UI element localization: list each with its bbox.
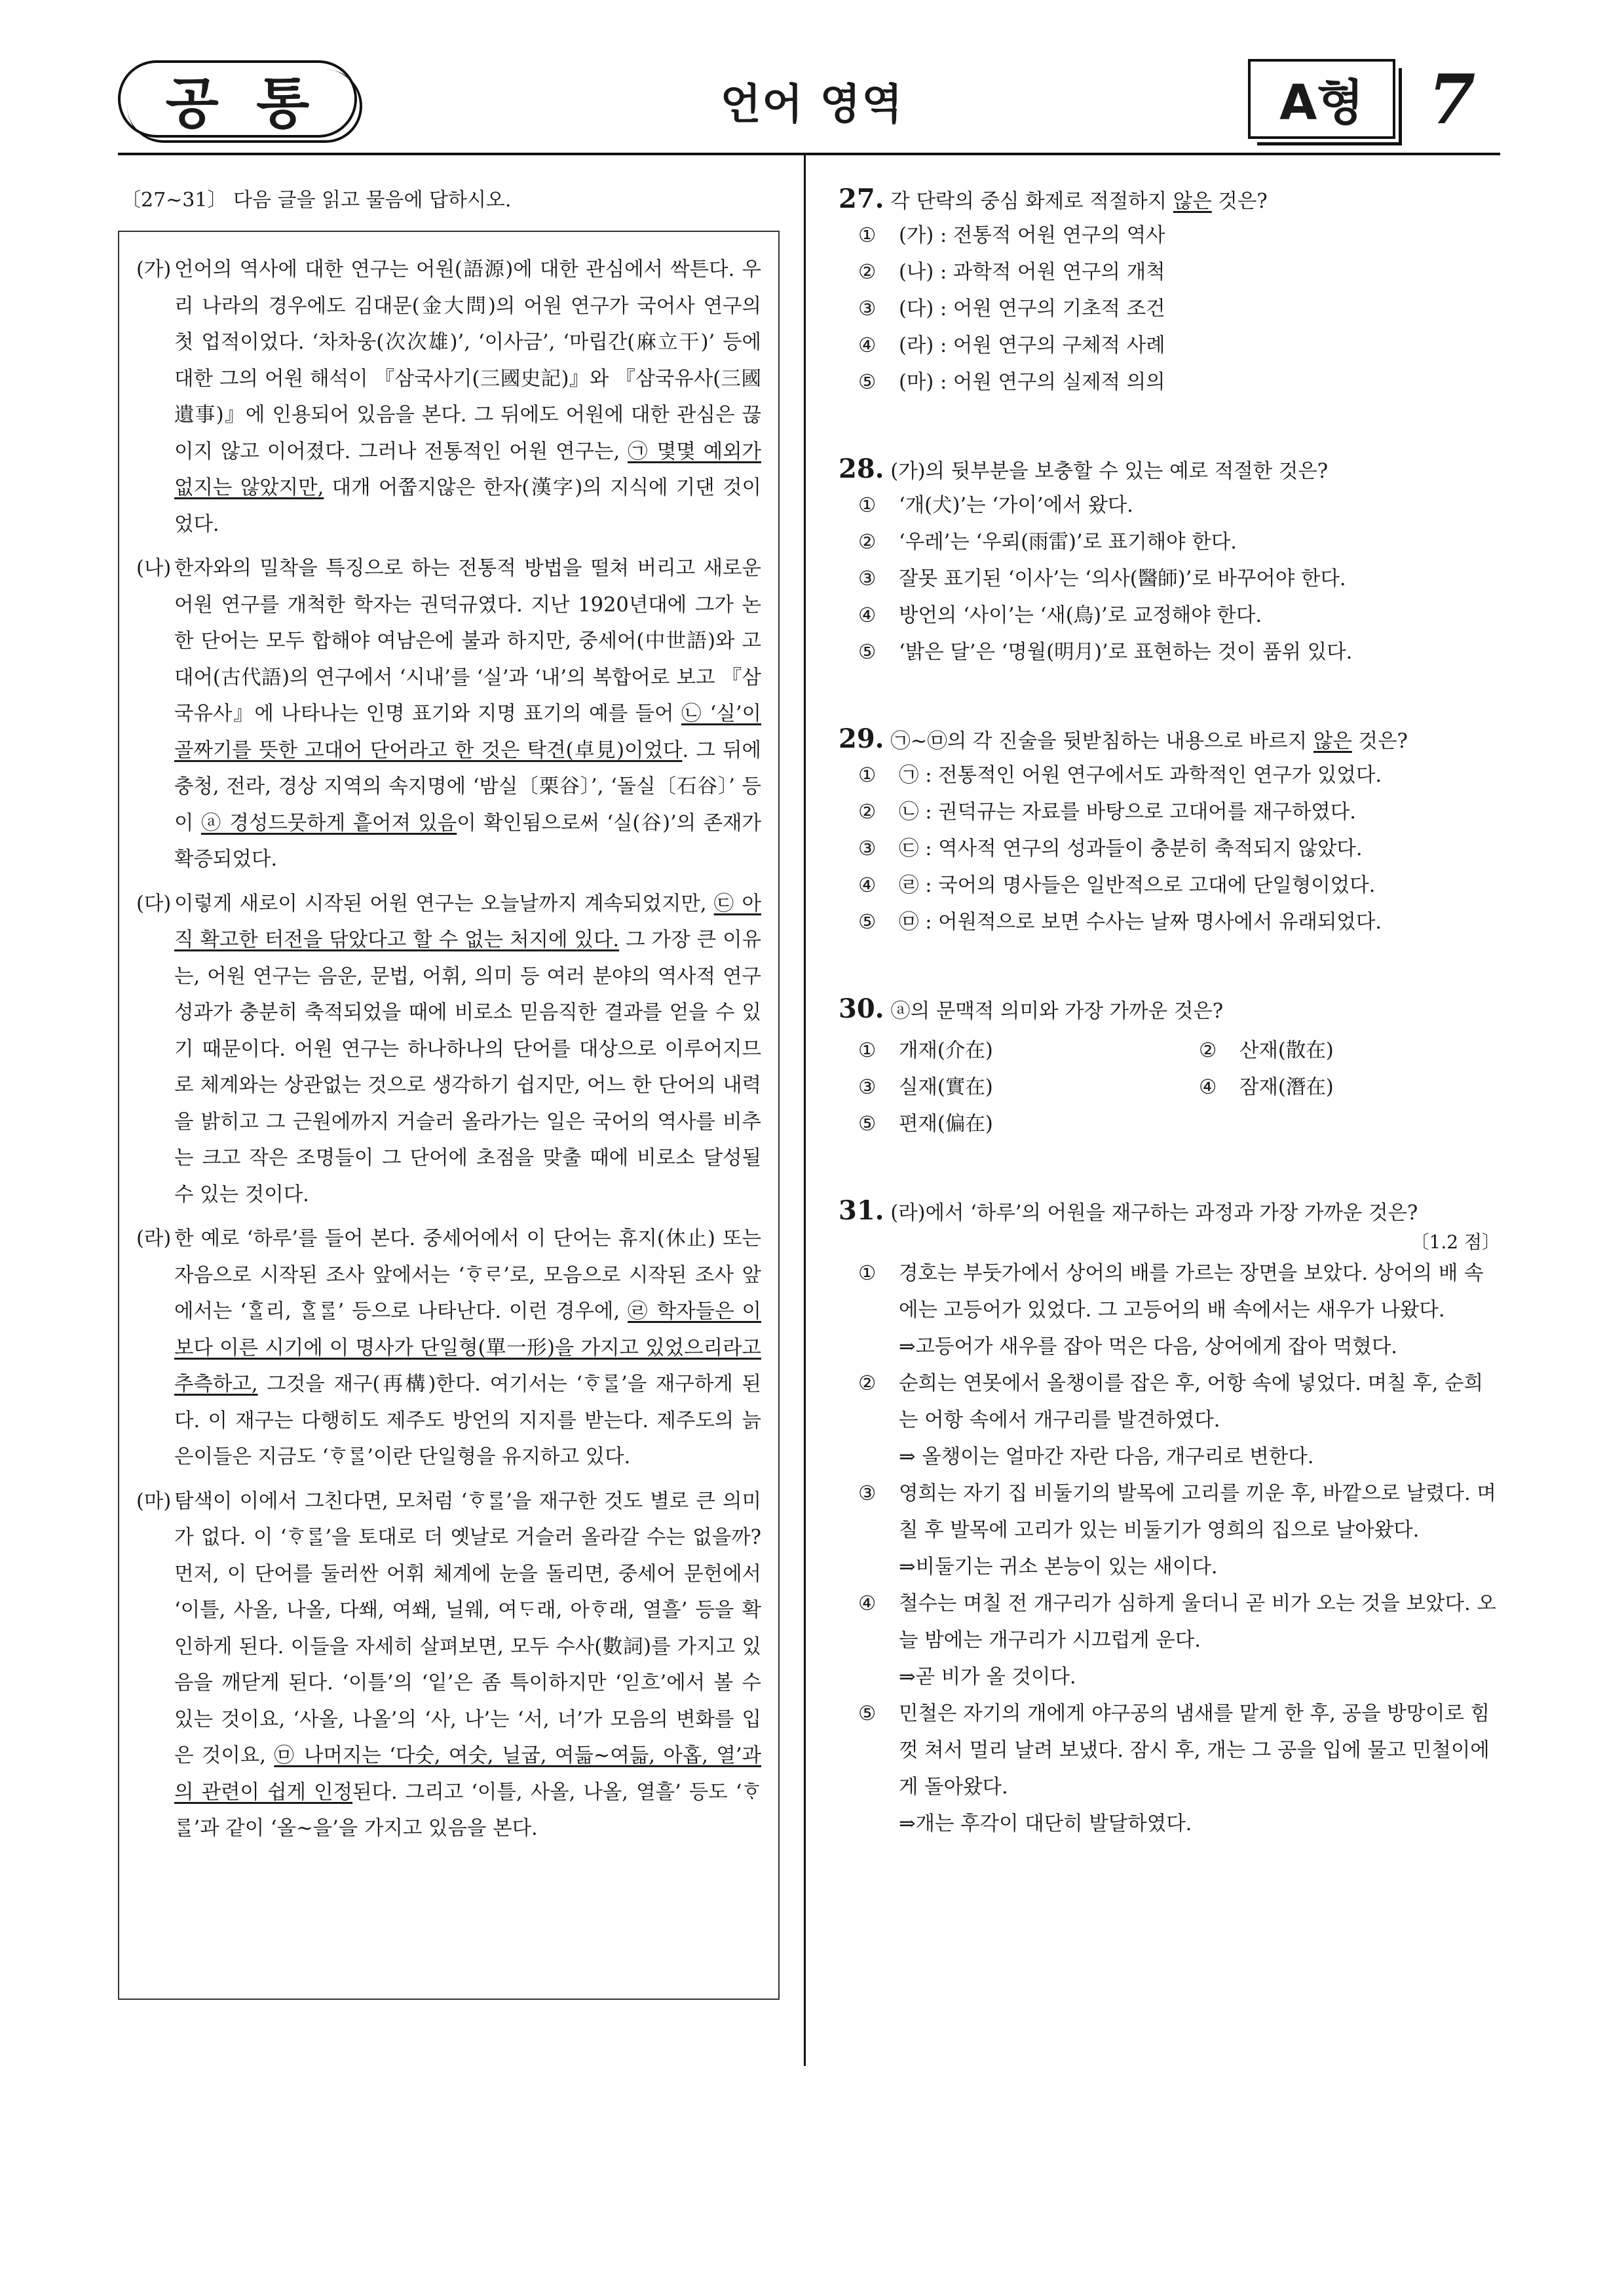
option-2[interactable] (839, 524, 1500, 561)
option-4[interactable] (1179, 1069, 1500, 1106)
options-list (839, 757, 1500, 941)
question-stem (839, 1195, 1500, 1229)
passage-text: 한자와의 밀착을 특징으로 하는 전통적 방법을 떨쳐 버리고 새로운 어원 연구를 개척한 학자는 권덕규였다. 지난 1920년대에 그가 논한 단어는 모두 합해야 여남은에 불과 하지만, 중세어(中世語)와 고대어(古代語)의 연구에서 ‘시내’를 ‘실’과 ‘내’의 복합어로 보고 『삼국유사』에 나타나는 인명 표기와 지명 표기의 예를 들어 (174, 557, 761, 725)
paragraph-label: (가) (136, 258, 172, 281)
option-4[interactable] (839, 868, 1500, 904)
option-mark: ④ (858, 334, 877, 357)
option-mark: ② (858, 261, 877, 284)
option-text: 잠재(潛在) (1239, 1076, 1334, 1099)
passage-text: 그것을 재구(再構)한다. 여기서는 ‘ᄒᆞᄅᆞᆯ’을 재구하게 된다. 이 재구는 다행히도 제주도 방언의 지지를 받는다. 제주도의 늙은이들은 지금도 ‘ᄒᆞᄅᆞᆯ’이란 단일형을 유지하고 있다. (174, 1373, 761, 1468)
option-mark: ② (858, 801, 877, 824)
option-4[interactable] (839, 328, 1500, 364)
option-mark: ⑤ (858, 371, 877, 394)
question-29 (839, 723, 1500, 941)
page-header (0, 0, 1624, 154)
options-list (839, 218, 1500, 401)
option-body (839, 1366, 1500, 1439)
underlined-statement-2: ㉡ ‘실’이 골짜기를 뜻한 고대어 단어라고 한 것은 탁견(卓見)이었다 (174, 702, 762, 762)
paragraph-label: (마) (136, 1489, 172, 1513)
stem-text: ⓐ의 문맥적 의미와 가장 가까운 것은? (884, 1000, 1224, 1023)
option-mark: ① (858, 1262, 877, 1285)
option-text: (다) : 어원 연구의 기초적 조건 (899, 297, 1165, 320)
passage-text: 그 가장 큰 이유는, 어원 연구는 음운, 문법, 어휘, 의미 등 여러 분야의 역사적 연구 성과가 충분히 축적되었을 때에 비로소 믿음직한 결과를 얻을 수 있기 때문이다. 어원 연구는 하나하나의 단어를 대상으로 이루어지므로 체계와는 상관없는 것으로 생각하기 쉽지만, 어느 한 단어의 내력을 밝히고 그 근원에까지 거슬러 올라가는 일은 국어의 역사를 비추는 크고 작은 조명들이 그 단어에 초점을 맞출 때에 비로소 달성될 수 있는 것이다. (174, 928, 762, 1206)
option-text: ㉠ : 전통적인 어원 연구에서도 과학적인 연구가 있었다. (899, 764, 1382, 787)
underlined-statement-5: ㉤ 나머지는 ‘다숫, 여숫, 닐굽, 여듧~여듧, 아홉, 열’과의 관련이 쉽게 인정 (174, 1744, 761, 1804)
option-text: 개재(介在) (899, 1039, 993, 1062)
option-conclusion: ⇒개는 후각이 대단히 발달하였다. (899, 1812, 1192, 1835)
option-mark: ⑤ (858, 1113, 877, 1136)
option-mark: ③ (858, 567, 877, 590)
passage-text: 된다. 그리고 ‘이틀, 사올, 나올, 열흘’ 등도 ‘ᄒᆞᄅᆞᆯ’과 같이 ‘올∼을’을 가지고 있음을 본다. (174, 1780, 761, 1840)
exam-type-label: A형 (1279, 75, 1364, 131)
option-4[interactable] (839, 1586, 1500, 1696)
paragraph-ga (136, 252, 761, 543)
paragraph-label: (라) (136, 1227, 172, 1250)
option-2[interactable] (1179, 1033, 1500, 1069)
option-mark: ① (858, 764, 877, 787)
option-conclusion: ⇒ 올챙이는 얼마간 자란 다음, 개구리로 변한다. (899, 1445, 1314, 1468)
option-conclusion: ⇒비둘기는 귀소 본능이 있는 새이다. (899, 1556, 1218, 1578)
option-text: ‘밝은 달’은 ‘명월(明月)’로 표현하는 것이 품위 있다. (899, 641, 1353, 664)
option-conclusion: ⇒곧 비가 올 것이다. (899, 1666, 1076, 1689)
option-1[interactable] (839, 1033, 1179, 1069)
option-text: 순희는 연못에서 올챙이를 잡은 후, 어항 속에 넣었다. 며칠 후, 순희는 어항 속에서 개구리를 발견하였다. (899, 1372, 1484, 1432)
option-mark: ⑤ (858, 1702, 877, 1725)
option-1[interactable] (839, 757, 1500, 794)
question-stem (839, 183, 1500, 218)
exam-type-badge (1248, 59, 1395, 139)
option-text: 방언의 ‘사이’는 ‘새(鳥)’로 교정해야 한다. (899, 604, 1262, 627)
option-mark: ① (858, 494, 877, 517)
question-stem (839, 453, 1500, 488)
option-text: ㉣ : 국어의 명사들은 일반적으로 고대에 단일형이었다. (899, 874, 1376, 897)
option-3[interactable] (839, 291, 1500, 328)
option-text: 산재(散在) (1239, 1039, 1334, 1062)
option-text: 철수는 며칠 전 개구리가 심하게 울더니 곧 비가 오는 것을 보았다. 오늘 밤에는 개구리가 시끄럽게 운다. (899, 1592, 1496, 1652)
question-27 (839, 183, 1500, 401)
option-mark: ③ (858, 1482, 877, 1505)
question-stem (839, 993, 1500, 1027)
option-5[interactable] (839, 634, 1500, 671)
subject-title: 언어 영역 (720, 81, 904, 129)
passage-text: . 그 뒤에 충청, 전라, 경상 지역의 속지명에 ‘밤실〔栗谷〕’, ‘돌실〔石谷〕’ 등이 (174, 738, 761, 835)
paragraph-label: (다) (136, 892, 172, 915)
option-text: (마) : 어원 연구의 실제적 의의 (899, 371, 1165, 394)
underlined-word-a: ⓐ 경성드뭇하게 흩어져 있음 (200, 811, 457, 835)
paragraph-ma (136, 1483, 761, 1847)
option-mark: ② (858, 531, 877, 554)
option-1[interactable] (839, 488, 1500, 524)
option-mark: ④ (858, 604, 877, 627)
question-stem (839, 723, 1500, 757)
option-text: ‘개(犬)’는 ‘가이’에서 왔다. (899, 494, 1133, 517)
question-number: 27. (839, 183, 884, 214)
option-text: ㉤ : 어원적으로 보면 수사는 날짜 명사에서 유래되었다. (899, 911, 1382, 934)
option-text: (나) : 과학적 어원 연구의 개척 (899, 261, 1165, 284)
category-char-2: 통 (256, 71, 310, 136)
question-number: 29. (839, 723, 884, 754)
option-body (839, 1586, 1500, 1659)
question-28 (839, 453, 1500, 671)
option-text: ㉢ : 역사적 연구의 성과들이 충분히 축적되지 않았다. (899, 837, 1363, 860)
option-5[interactable] (839, 1106, 1179, 1143)
option-mark: ① (858, 1039, 877, 1062)
paragraph-ra (136, 1221, 761, 1476)
option-3[interactable] (839, 831, 1500, 868)
option-mark: ③ (858, 1076, 877, 1099)
option-mark: ① (858, 224, 877, 247)
options-grid (839, 1033, 1500, 1143)
stem-text: 각 단락의 중심 화제로 적절하지 (884, 190, 1173, 213)
option-2[interactable] (839, 794, 1500, 831)
options-list (839, 488, 1500, 671)
option-5[interactable] (839, 1696, 1500, 1843)
header-rule (118, 153, 1500, 155)
option-3[interactable] (839, 1069, 1179, 1106)
passage-text: 이렇게 새로이 시작된 어원 연구는 오늘날까지 계속되었지만, (174, 892, 714, 915)
passage-text: 언어의 역사에 대한 연구는 어원(語源)에 대한 관심에서 싹튼다. 우리 나라의 경우에도 김대문(金大問)의 어원 연구가 국어사 연구의 첫 업적이었다. ‘차차웅(次次雄)’, ‘이사금’, ‘마립간(麻立干)’ 등에 대한 그의 어원 해석이 『삼국사기(三國史記)』와 『삼국유사(三國遺事)』에 인용되어 있음을 본다. 그 뒤에도 어원에 대한 관심은 끊이지 않고 이어졌다. 그러나 전통적인 어원 연구는, (174, 258, 761, 463)
option-text: (라) : 어원 연구의 구체적 사례 (899, 334, 1165, 357)
stem-text: (가)의 뒷부분을 보충할 수 있는 예로 적절한 것은? (884, 460, 1329, 483)
option-mark: ④ (858, 1592, 877, 1615)
option-mark: ② (858, 1372, 877, 1395)
option-1[interactable] (839, 1255, 1500, 1366)
passage-text: 탐색이 이에서 그친다면, 모처럼 ‘ᄒᆞᄅᆞᆯ’을 재구한 것도 별로 큰 의미가 없다. 이 ‘ᄒᆞᄅᆞᆯ’을 토대로 더 옛날로 거슬러 올라갈 수는 없을까? 먼저, 이 단어를 둘러싼 어휘 체계에 눈을 돌리면, 중세어 문헌에서 ‘이틀, 사올, 나올, 다쐐, 여쐐, 닐웨, 여ᄃᆞ래, 아ᄒᆞ래, 열흘’ 등을 확인하게 된다. 이들을 자세히 살펴보면, 모두 수사(數詞)를 가지고 있음을 깨닫게 된다. ‘이틀’의 ‘잍’은 좀 특이하지만 ‘읻흐’에서 볼 수 있는 것이요, ‘사올, 나올’의 ‘사, 나’는 ‘서, 너’가 모음의 변화를 입은 것이요, (174, 1489, 761, 1767)
underlined-statement-3: ㉢ 아직 확고한 터전을 닦았다고 할 수 없는 처지에 있다. (174, 892, 761, 951)
option-body (839, 1696, 1500, 1806)
option-2[interactable] (839, 1366, 1500, 1476)
question-30 (839, 993, 1500, 1143)
underlined-statement-4: ㉣ 학자들은 이보다 이른 시기에 이 명사가 단일형(單一形)을 가지고 있었으리라고 추측하고, (174, 1300, 761, 1396)
option-mark: ⑤ (858, 641, 877, 664)
option-text: (가) : 전통적 어원 연구의 역사 (899, 224, 1165, 247)
stem-emphasis: 않은 (1313, 730, 1352, 753)
page-number: 7 (1428, 59, 1476, 140)
paragraph-na (136, 550, 761, 878)
question-31 (839, 1195, 1500, 1843)
paragraph-label: (나) (136, 557, 172, 580)
underlined-statement-1: ㉠ 몇몇 예외가 없지는 않았지만, (174, 440, 761, 499)
reading-passage (118, 231, 780, 2000)
options-list (839, 1255, 1500, 1843)
option-3[interactable] (839, 561, 1500, 598)
questions-column (839, 183, 1500, 1843)
passage-text: 이 확인됨으로써 ‘실(谷)’의 존재가 확증되었다. (174, 811, 761, 871)
option-text: 잘못 표기된 ‘이사’는 ‘의사(醫師)’로 바꾸어야 한다. (899, 567, 1346, 590)
option-2[interactable] (839, 254, 1500, 291)
question-number: 28. (839, 453, 884, 484)
question-number: 31. (839, 1195, 884, 1226)
passage-text: 한 예로 ‘하루’를 들어 본다. 중세어에서 이 단어는 휴지(休止) 또는 자음으로 시작된 조사 앞에서는 ‘ᄒᆞᄅᆞ’로, 모음으로 시작된 조사 앞에서는 ‘ᄒᆞᆯ리, ᄒᆞᆯᄅᆞᆯ’ 등으로 나타난다. 이런 경우에, (174, 1227, 761, 1323)
option-mark: ④ (858, 874, 877, 897)
option-text: ‘우레’는 ‘우뢰(雨雷)’로 표기해야 한다. (899, 531, 1237, 554)
option-5[interactable] (839, 364, 1500, 401)
option-5[interactable] (839, 904, 1500, 941)
option-3[interactable] (839, 1476, 1500, 1586)
instruction: 〔27∼31〕 다음 글을 읽고 물음에 답하시오. (121, 189, 512, 212)
option-text: 영희는 자기 집 비둘기의 발목에 고리를 끼운 후, 바깥으로 날렸다. 며칠 후 발목에 고리가 있는 비둘기가 영희의 집으로 날아왔다. (899, 1482, 1496, 1542)
option-text: ㉡ : 권덕규는 자료를 바탕으로 고대어를 재구하였다. (899, 801, 1356, 824)
option-text: 경호는 부둣가에서 상어의 배를 가르는 장면을 보았다. 상어의 배 속에는 고등어가 있었다. 그 고등어의 배 속에서는 새우가 나왔다. (899, 1262, 1484, 1322)
points-label: 〔1.2 점〕 (1410, 1231, 1500, 1253)
stem-text: (라)에서 ‘하루’의 어원을 재구하는 과정과 가장 가까운 것은? (884, 1202, 1418, 1225)
column-divider (804, 153, 806, 2066)
option-body (839, 1476, 1500, 1549)
option-body (839, 1255, 1500, 1329)
stem-text: ㉠∼㉤의 각 진술을 뒷받침하는 내용으로 바르지 (884, 730, 1313, 753)
paragraph-da (136, 886, 761, 1214)
option-1[interactable] (839, 218, 1500, 254)
passage-text: 대개 어쭙지않은 한자(漢字)의 지식에 기댄 것이었다. (174, 476, 761, 536)
stem-text: 것은? (1211, 190, 1268, 213)
stem-emphasis: 않은 (1173, 190, 1212, 213)
option-text: 실재(實在) (899, 1076, 993, 1099)
option-mark: ③ (858, 837, 877, 860)
option-mark: ③ (858, 297, 877, 320)
question-number: 30. (839, 993, 884, 1024)
option-mark: ② (1199, 1039, 1217, 1062)
option-text: 편재(偏在) (899, 1113, 993, 1136)
option-mark: ④ (1199, 1076, 1217, 1099)
category-char-1: 공 (165, 71, 219, 136)
option-mark: ⑤ (858, 911, 877, 934)
option-text: 민철은 자기의 개에게 야구공의 냄새를 맡게 한 후, 공을 방망이로 힘껏 쳐서 멀리 날려 보냈다. 잠시 후, 개는 그 공을 입에 물고 민철이에게 돌아왔다. (899, 1702, 1490, 1799)
option-conclusion: ⇒고등어가 새우를 잡아 먹은 다음, 상어에게 잡아 먹혔다. (899, 1335, 1397, 1358)
option-4[interactable] (839, 598, 1500, 634)
stem-text: 것은? (1351, 730, 1408, 753)
